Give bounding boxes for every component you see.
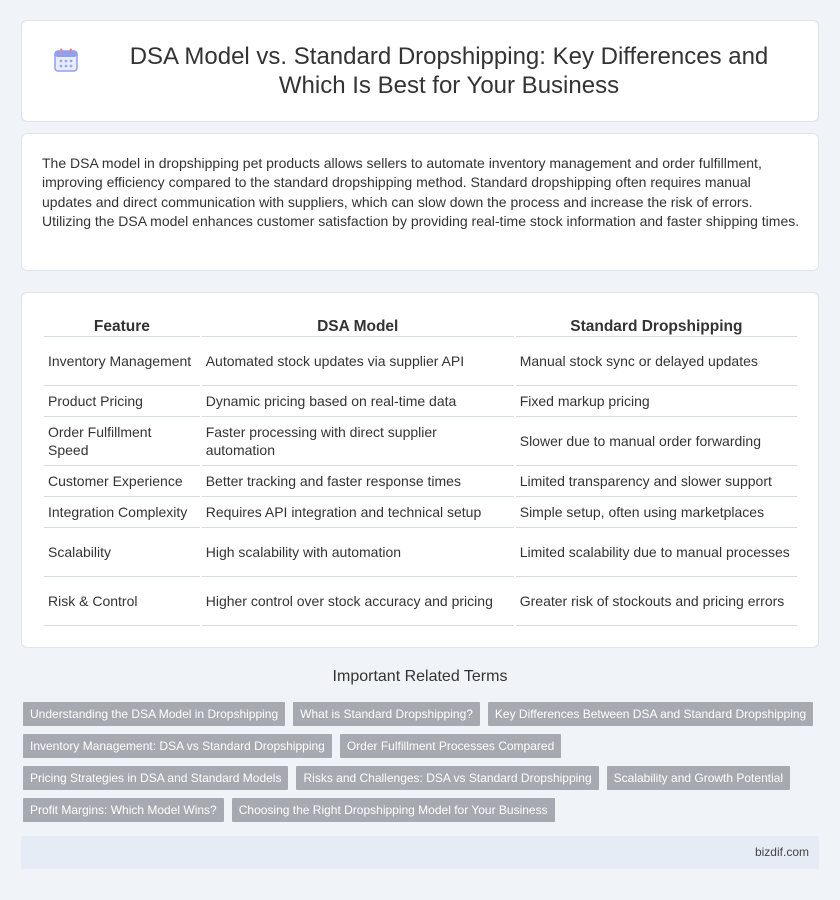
standard-cell: Greater risk of stockouts and pricing errors (516, 577, 797, 626)
table-row (44, 497, 797, 528)
related-term-link[interactable]: What is Standard Dropshipping? (293, 702, 480, 726)
table-header-row (44, 315, 797, 337)
feature-cell: Risk & Control (44, 577, 200, 626)
feature-cell: Order Fulfillment Speed (44, 417, 200, 466)
related-term-link[interactable]: Understanding the DSA Model in Dropshipping (23, 702, 285, 726)
title-card (21, 20, 819, 122)
feature-cell: Integration Complexity (44, 497, 200, 528)
related-term-link[interactable]: Scalability and Growth Potential (607, 766, 790, 790)
footer-site-link[interactable]: bizdif.com (754, 845, 809, 859)
dsa-cell: Automated stock updates via supplier API (202, 337, 514, 386)
title-row (22, 21, 818, 121)
table-row (44, 417, 797, 466)
comparison-card (21, 292, 819, 648)
intro-card (21, 133, 819, 271)
feature-cell: Product Pricing (44, 386, 200, 417)
standard-cell: Limited transparency and slower support (516, 466, 797, 497)
table-row (44, 466, 797, 497)
feature-cell: Customer Experience (44, 466, 200, 497)
table-row (44, 386, 797, 417)
dsa-cell: Faster processing with direct supplier automation (202, 417, 514, 466)
related-term-link[interactable]: Choosing the Right Dropshipping Model for Your Business (232, 798, 555, 822)
related-term-link[interactable]: Key Differences Between DSA and Standard Dropshipping (488, 702, 813, 726)
related-terms-heading: Important Related Terms (332, 668, 508, 685)
intro-paragraph: The DSA model in dropshipping pet products allows sellers to automate inventory management and order fulfillment, improving efficiency compared to the standard dropshipping method. Standard dropshipping often requires manual updates and direct communication with suppliers, which can slow down the process and increase the risk of errors. Utilizing the DSA model enhances customer satisfaction by providing real-time stock information and faster shipping times. (42, 155, 800, 230)
calendar-icon (52, 46, 80, 74)
header-feature: Feature (44, 315, 200, 337)
dsa-cell: Dynamic pricing based on real-time data (202, 386, 514, 417)
related-term-link[interactable]: Risks and Challenges: DSA vs Standard Dropshipping (296, 766, 598, 790)
standard-cell: Slower due to manual order forwarding (516, 417, 797, 466)
related-term-link[interactable]: Inventory Management: DSA vs Standard Dropshipping (23, 734, 332, 758)
dsa-cell: Better tracking and faster response times (202, 466, 514, 497)
feature-cell: Inventory Management (44, 337, 200, 386)
related-terms-tags (23, 702, 823, 830)
table-row (44, 337, 797, 386)
related-term-link[interactable]: Profit Margins: Which Model Wins? (23, 798, 224, 822)
table-row (44, 528, 797, 577)
header-standard-dropshipping: Standard Dropshipping (516, 315, 797, 337)
related-term-link[interactable]: Pricing Strategies in DSA and Standard Models (23, 766, 288, 790)
header-dsa-model: DSA Model (202, 315, 514, 337)
standard-cell: Fixed markup pricing (516, 386, 797, 417)
related-term-link[interactable]: Order Fulfillment Processes Compared (340, 734, 561, 758)
footer-bar (21, 836, 819, 869)
standard-cell: Limited scalability due to manual processes (516, 528, 797, 577)
standard-cell: Manual stock sync or delayed updates (516, 337, 797, 386)
comparison-table (42, 315, 799, 626)
page-title: DSA Model vs. Standard Dropshipping: Key Differences and Which Is Best for Your Business (129, 43, 769, 99)
table-row (44, 577, 797, 626)
dsa-cell: Higher control over stock accuracy and pricing (202, 577, 514, 626)
feature-cell: Scalability (44, 528, 200, 577)
standard-cell: Simple setup, often using marketplaces (516, 497, 797, 528)
dsa-cell: Requires API integration and technical setup (202, 497, 514, 528)
dsa-cell: High scalability with automation (202, 528, 514, 577)
